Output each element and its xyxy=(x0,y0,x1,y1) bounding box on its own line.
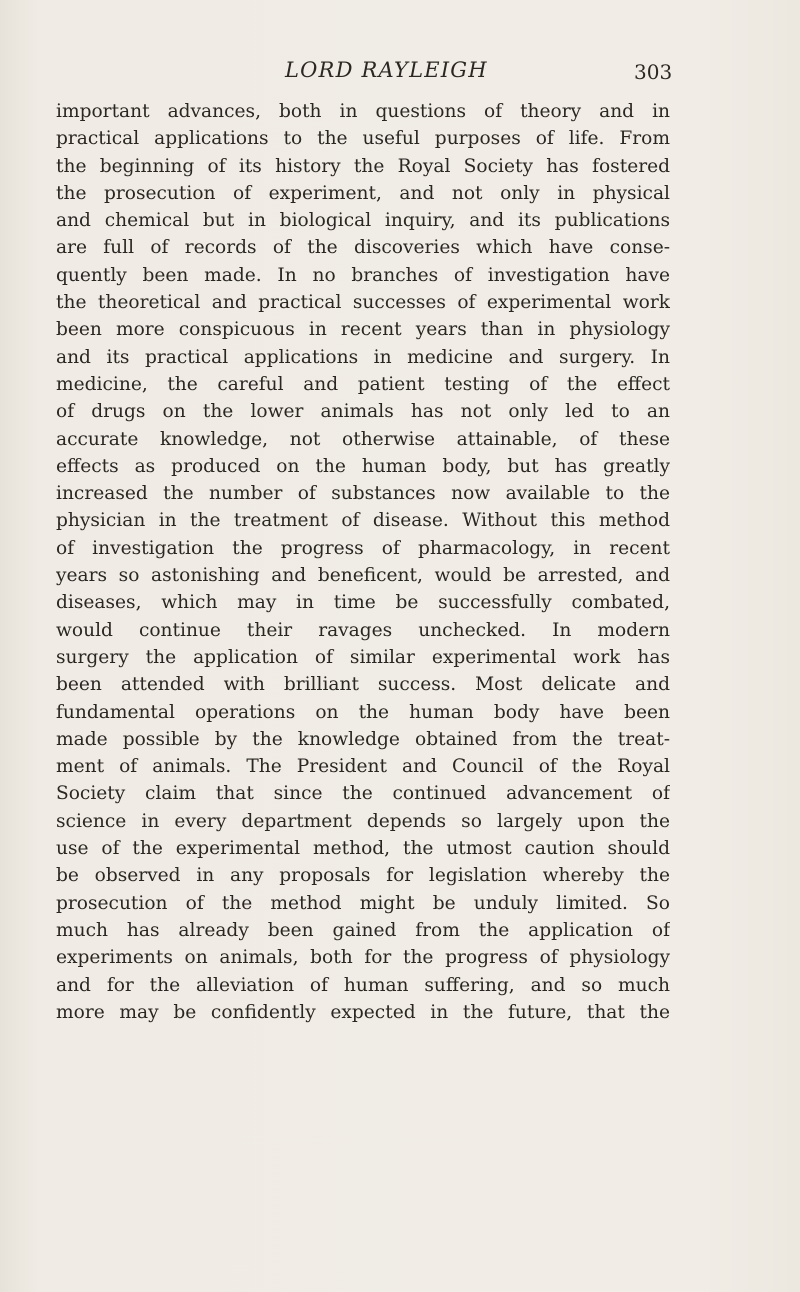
text-line: experiments on animals, both for the progress of physiology xyxy=(56,947,670,969)
text-line: science in every department depends so largely upon the xyxy=(56,810,670,832)
text-line: and for the alleviation of human suffering, and so much xyxy=(56,974,670,996)
text-line: of drugs on the lower animals has not only led to an xyxy=(56,401,670,423)
text-line: more may be confidently expected in the future, that the xyxy=(56,1001,670,1023)
text-line: surgery the application of similar experimental work has xyxy=(56,646,670,668)
text-line: would continue their ravages unchecked. In modern xyxy=(56,619,670,641)
text-line: years so astonishing and beneficent, would be arrested, and xyxy=(56,565,670,587)
text-line: prosecution of the method might be unduly limited. So xyxy=(56,892,670,914)
text-line: practical applications to the useful purposes of life. From xyxy=(56,128,670,150)
text-line: the beginning of its history the Royal Society has fostered xyxy=(56,155,670,177)
text-line: and its practical applications in medicine and surgery. In xyxy=(56,346,670,368)
text-line: been attended with brilliant success. Most delicate and xyxy=(56,674,670,696)
text-line: diseases, which may in time be successfully combated, xyxy=(56,592,670,614)
text-line: of investigation the progress of pharmacology, in recent xyxy=(56,537,670,559)
text-line: and chemical but in biological inquiry, and its publications xyxy=(56,210,670,232)
text-line: are full of records of the discoveries which have conse- xyxy=(56,237,670,259)
text-line: quently been made. In no branches of investigation have xyxy=(56,264,670,286)
text-line: the prosecution of experiment, and not only in physical xyxy=(56,182,670,204)
text-line: effects as produced on the human body, but has greatly xyxy=(56,455,670,477)
text-line: medicine, the careful and patient testing of the effect xyxy=(56,373,670,395)
text-line: accurate knowledge, not otherwise attainable, of these xyxy=(56,428,670,450)
text-line: increased the number of substances now available to the xyxy=(56,483,670,505)
text-line: fundamental operations on the human body have been xyxy=(56,701,670,723)
running-head: LORD RAYLEIGH xyxy=(285,58,488,82)
text-line: be observed in any proposals for legislation whereby the xyxy=(56,865,670,887)
text-line: made possible by the knowledge obtained from the treat- xyxy=(56,728,670,750)
text-line: physician in the treatment of disease. Without this method xyxy=(56,510,670,532)
page-header xyxy=(0,58,800,98)
body-text xyxy=(56,98,670,1026)
text-line: the theoretical and practical successes of experimental work xyxy=(56,292,670,314)
text-line: use of the experimental method, the utmost caution should xyxy=(56,838,670,860)
text-line: much has already been gained from the application of xyxy=(56,919,670,941)
page-number: 303 xyxy=(634,60,673,84)
text-line: Society claim that since the continued advancement of xyxy=(56,783,670,805)
text-line: been more conspicuous in recent years than in physiology xyxy=(56,319,670,341)
text-line: ment of animals. The President and Council of the Royal xyxy=(56,756,670,778)
text-line: important advances, both in questions of theory and in xyxy=(56,101,670,122)
